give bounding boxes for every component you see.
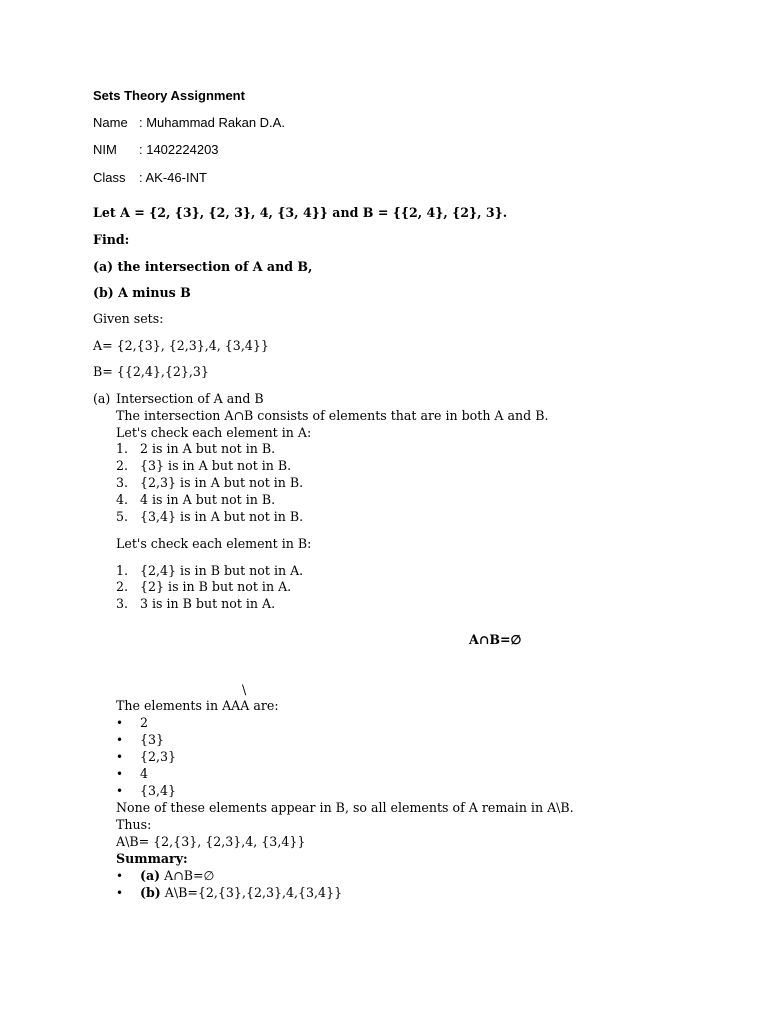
given-set-b: B= {{2,4},{2},3} (93, 364, 209, 379)
list-item-text: 4 is in A but not in B. (140, 492, 276, 507)
part-a-label: (a) (93, 391, 111, 406)
list-item-text: 3 is in B but not in A. (140, 596, 276, 611)
assignment-title: Sets Theory Assignment (93, 88, 245, 103)
list-item-number: 3. (116, 475, 129, 490)
list-item-number: 2. (116, 579, 129, 594)
part-a-title: Intersection of A and B (116, 391, 264, 406)
name-value: : Muhammad Rakan D.A. (139, 115, 285, 130)
nim-value: : 1402224203 (139, 142, 219, 157)
list-item-number: 4. (116, 492, 129, 507)
list-item-number: 1. (116, 563, 129, 578)
nim-label: NIM (93, 142, 117, 157)
find-label: Find: (93, 232, 130, 247)
list-item-number: 1. (116, 441, 129, 456)
list-item (116, 598, 275, 611)
summary-item (116, 887, 342, 900)
list-item-text: {3,4} is in A but not in B. (140, 509, 304, 524)
list-item-text: {3} is in A but not in B. (140, 458, 292, 473)
list-item (116, 581, 291, 594)
list-item (116, 494, 275, 507)
problem-part-a: (a) the intersection of A and B, (93, 259, 313, 274)
class-value: : AK-46-INT (139, 170, 207, 185)
part-a-intro: The intersection A∩B consists of elements that are in both A and B. (116, 408, 549, 423)
summary-item (116, 870, 215, 883)
bullet-item (116, 785, 176, 798)
list-item-number: 3. (116, 596, 129, 611)
bullet-text: 4 (140, 766, 149, 781)
list-item (116, 565, 303, 578)
summary-item-label: (b) (140, 885, 161, 900)
given-heading: Given sets: (93, 311, 164, 326)
bullet-icon: • (116, 784, 124, 798)
name-label: Name (93, 115, 128, 130)
summary-item-text: A∩B=∅ (160, 868, 215, 883)
summary-item-text: A\B={2,{3},{2,3},4,{3,4}} (160, 885, 343, 900)
bullet-item (116, 734, 164, 747)
list-item-text: {2,4} is in B but not in A. (140, 563, 304, 578)
list-item-text: {2,3} is in A but not in B. (140, 475, 304, 490)
bullet-text: {3,4} (140, 783, 177, 798)
bullet-icon: • (116, 750, 124, 764)
problem-statement: Let A = {2, {3}, {2, 3}, 4, {3, 4}} and B = {{2, 4}, {2}, 3}. (93, 205, 508, 220)
bullet-icon: • (116, 869, 124, 883)
check-a-heading: Let's check each element in A: (116, 425, 312, 440)
summary-heading: Summary: (116, 851, 188, 866)
list-item (116, 511, 303, 524)
bullet-icon: • (116, 767, 124, 781)
bullet-icon: • (116, 733, 124, 747)
check-b-heading: Let's check each element in B: (116, 536, 312, 551)
list-item-text: {2} is in B but not in A. (140, 579, 292, 594)
stray-backslash-mark: \ (242, 682, 247, 697)
bullet-item (116, 751, 176, 764)
given-set-a: A= {2,{3}, {2,3},4, {3,4}} (93, 338, 269, 353)
elements-heading: The elements in AAA are: (116, 698, 279, 713)
bullet-item (116, 768, 148, 781)
class-label: Class (93, 170, 126, 185)
list-item (116, 460, 291, 473)
difference-result: A\B= {2,{3}, {2,3},4, {3,4}} (116, 834, 306, 849)
list-item-text: 2 is in A but not in B. (140, 441, 276, 456)
bullet-text: 2 (140, 715, 149, 730)
list-item-number: 5. (116, 509, 129, 524)
bullet-item (116, 717, 148, 730)
summary-item-label: (a) (140, 868, 161, 883)
bullet-icon: • (116, 886, 124, 900)
list-item (116, 443, 275, 456)
bullet-text: {3} (140, 732, 165, 747)
bullet-icon: • (116, 716, 124, 730)
intersection-result: A∩B=∅ (469, 632, 522, 647)
difference-note: None of these elements appear in B, so all elements of A remain in A\B. (116, 800, 574, 815)
list-item-number: 2. (116, 458, 129, 473)
bullet-text: {2,3} (140, 749, 177, 764)
list-item (116, 477, 303, 490)
problem-part-b: (b) A minus B (93, 285, 191, 300)
thus-label: Thus: (116, 817, 152, 832)
